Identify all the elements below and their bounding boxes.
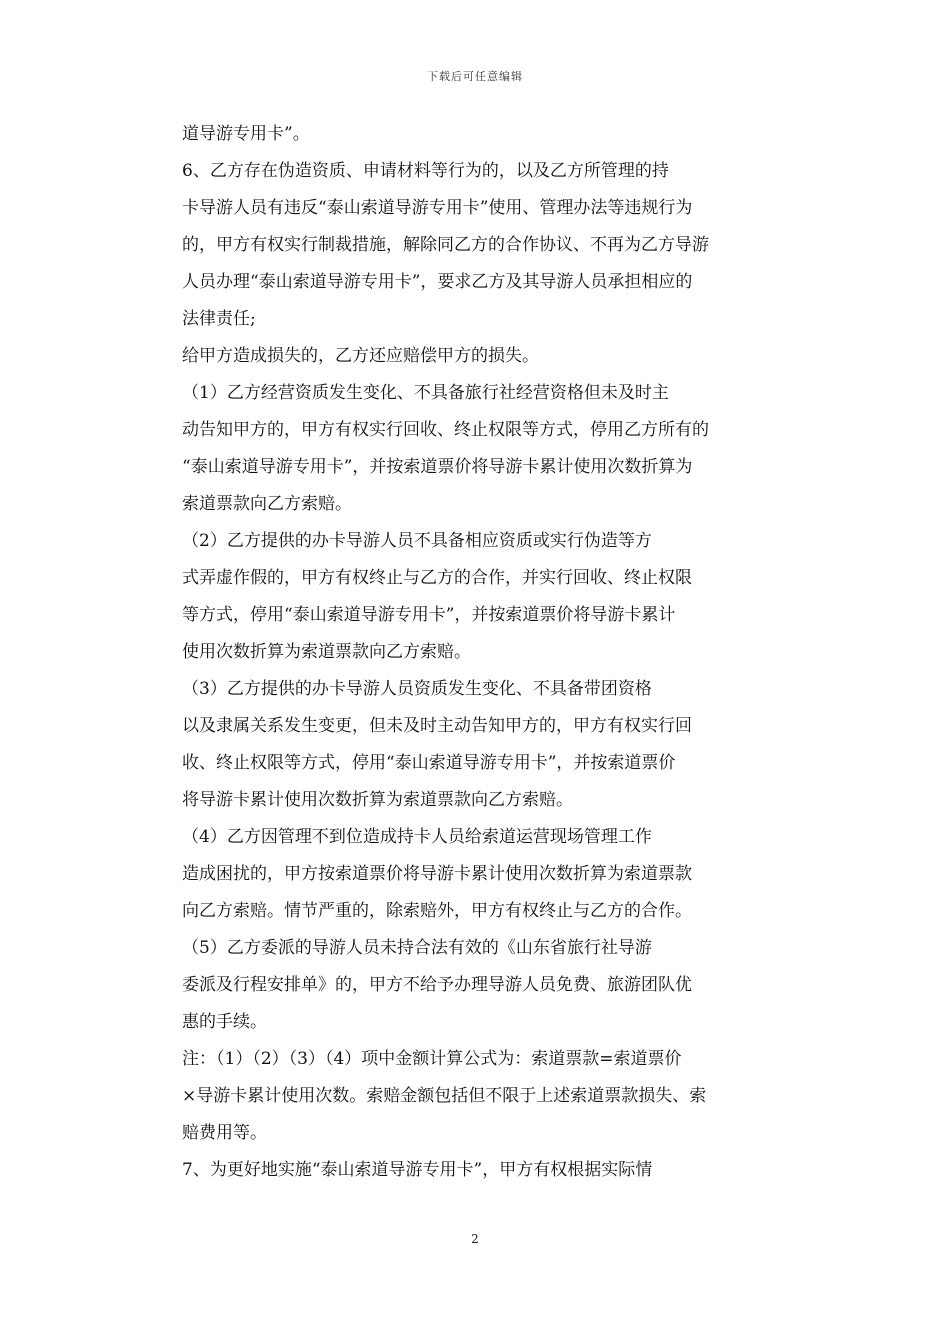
- body-line: 动告知甲方的，甲方有权实行回收、终止权限等方式，停用乙方所有的: [182, 420, 709, 440]
- body-line: （1）乙方经营资质发生变化、不具备旅行社经营资格但未及时主: [182, 383, 669, 403]
- body-line: 向乙方索赔。情节严重的，除索赔外，甲方有权终止与乙方的合作。: [182, 901, 692, 921]
- body-line: 将导游卡累计使用次数折算为索道票款向乙方索赔。: [182, 790, 573, 810]
- body-line: 6、乙方存在伪造资质、申请材料等行为的，以及乙方所管理的持: [182, 161, 669, 181]
- body-line: 惠的手续。: [182, 1012, 267, 1032]
- body-line: 给甲方造成损失的，乙方还应赔偿甲方的损失。: [182, 346, 539, 366]
- body-line: 7、为更好地实施“泰山索道导游专用卡”，甲方有权根据实际情: [182, 1160, 653, 1180]
- body-line: 法律责任;: [182, 309, 256, 329]
- body-line: （4）乙方因管理不到位造成持卡人员给索道运营现场管理工作: [182, 827, 652, 847]
- body-line: （5）乙方委派的导游人员未持合法有效的《山东省旅行社导游: [182, 938, 652, 958]
- body-line: 使用次数折算为索道票款向乙方索赔。: [182, 642, 471, 662]
- page-number: 2: [471, 1232, 479, 1246]
- body-line: （2）乙方提供的办卡导游人员不具备相应资质或实行伪造等方: [182, 531, 652, 551]
- page-header: 下载后可任意编辑: [427, 70, 523, 83]
- body-line: ×导游卡累计使用次数。索赔金额包括但不限于上述索道票款损失、索: [182, 1086, 707, 1106]
- body-line: 的，甲方有权实行制裁措施，解除同乙方的合作协议、不再为乙方导游: [182, 235, 709, 255]
- body-line: 道导游专用卡”。: [182, 124, 310, 144]
- body-line: 委派及行程安排单》的，甲方不给予办理导游人员免费、旅游团队优: [182, 975, 692, 995]
- body-line: 收、终止权限等方式，停用“泰山索道导游专用卡”，并按索道票价: [182, 753, 676, 773]
- body-line: 人员办理“泰山索道导游专用卡”，要求乙方及其导游人员承担相应的: [182, 272, 693, 292]
- body-line: （3）乙方提供的办卡导游人员资质发生变化、不具备带团资格: [182, 679, 652, 699]
- body-line: 以及隶属关系发生变更，但未及时主动告知甲方的，甲方有权实行回: [182, 716, 692, 736]
- body-line: 等方式，停用“泰山索道导游专用卡”，并按索道票价将导游卡累计: [182, 605, 676, 625]
- body-line: 式弄虚作假的，甲方有权终止与乙方的合作，并实行回收、终止权限: [182, 568, 692, 588]
- body-line: 卡导游人员有违反“泰山索道导游专用卡”使用、管理办法等违规行为: [182, 198, 693, 218]
- document-body: [182, 116, 782, 1189]
- body-line: “泰山索道导游专用卡”，并按索道票价将导游卡累计使用次数折算为: [182, 457, 693, 477]
- body-line: 注：（1）（2）（3）（4）项中金额计算公式为：索道票款=索道票价: [182, 1049, 682, 1069]
- body-line: 索道票款向乙方索赔。: [182, 494, 352, 514]
- body-line: 造成困扰的，甲方按索道票价将导游卡累计使用次数折算为索道票款: [182, 864, 692, 884]
- body-line: 赔费用等。: [182, 1123, 267, 1143]
